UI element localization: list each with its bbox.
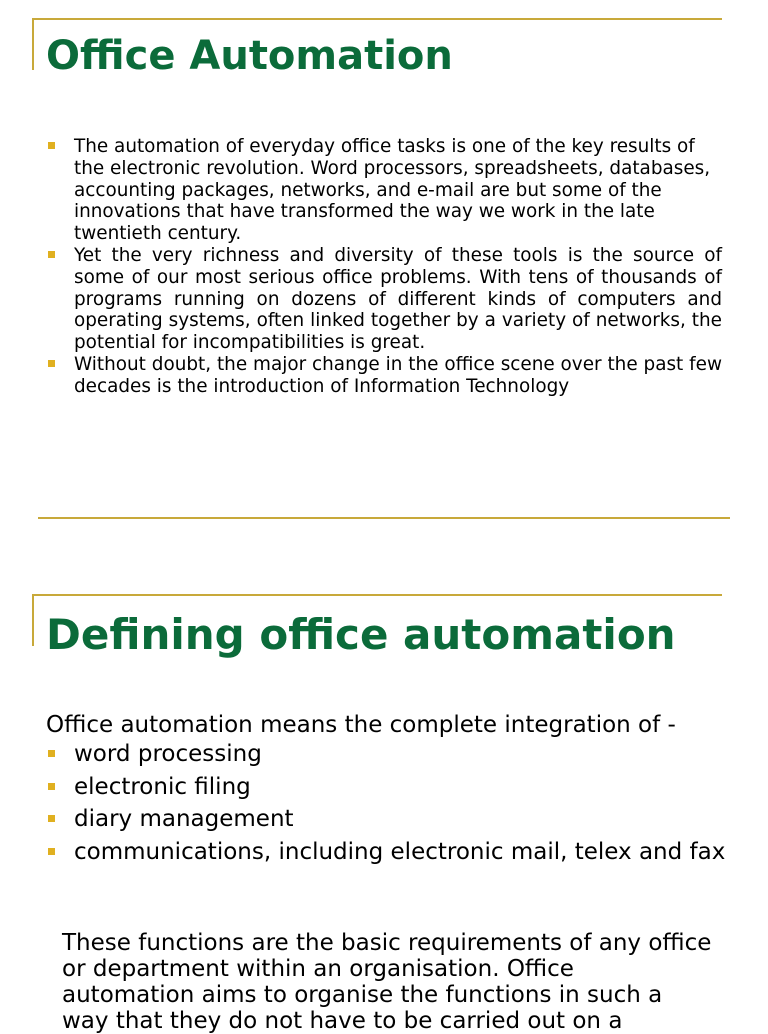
list-item [46, 840, 726, 865]
list-item [46, 245, 722, 354]
bullet-text: word processing [74, 741, 262, 767]
slide-title: Office Automation [46, 33, 453, 79]
list-item [46, 807, 726, 832]
bullet-text: Yet the very richness and diversity of these tools is the source of some of our most serious office problems. With tens of thousands of programs running on dozens of different kinds of computers and operating systems, often linked together by a variety of networks, the potential for incompatibilities is great. [74, 244, 722, 354]
slide-defining-office-automation [0, 592, 768, 1034]
square-bullet-icon [48, 251, 55, 258]
bullet-list [46, 742, 726, 872]
bullet-text: The automation of everyday office tasks is one of the key results of the electronic revolution. Word processors, spreadsheets, databases, accounting packages, networks, and e-mail are but some of the innovations that have transformed the way we work in the late twentieth century. [74, 136, 711, 245]
square-bullet-icon [48, 360, 55, 367]
list-item [46, 136, 722, 245]
bullet-text: diary management [74, 806, 294, 832]
slide-title: Defining office automation [46, 610, 676, 659]
square-bullet-icon [48, 783, 55, 790]
slide-left-rule [32, 18, 34, 70]
slide-top-rule [32, 18, 722, 20]
list-item [46, 775, 726, 800]
slide-top-rule [32, 594, 722, 596]
body-paragraph: These functions are the basic requirements of any office or department within an organisation. Office automation aims to organise the functions in such a way that they do not have to be carried out on a [62, 930, 712, 1034]
bullet-text: communications, including electronic mail, telex and fax [74, 838, 726, 865]
list-item [46, 742, 726, 767]
bullet-list [46, 136, 722, 398]
square-bullet-icon [48, 750, 55, 757]
slide-divider [38, 517, 730, 519]
square-bullet-icon [48, 848, 55, 855]
list-item [46, 354, 722, 398]
slide-left-rule [32, 594, 34, 646]
bullet-text: Without doubt, the major change in the office scene over the past few decades is the introduction of Information Technology [74, 353, 722, 397]
bullet-text: electronic filing [74, 773, 251, 800]
square-bullet-icon [48, 142, 55, 149]
lead-text: Office automation means the complete integration of - [46, 712, 676, 738]
square-bullet-icon [48, 815, 55, 822]
